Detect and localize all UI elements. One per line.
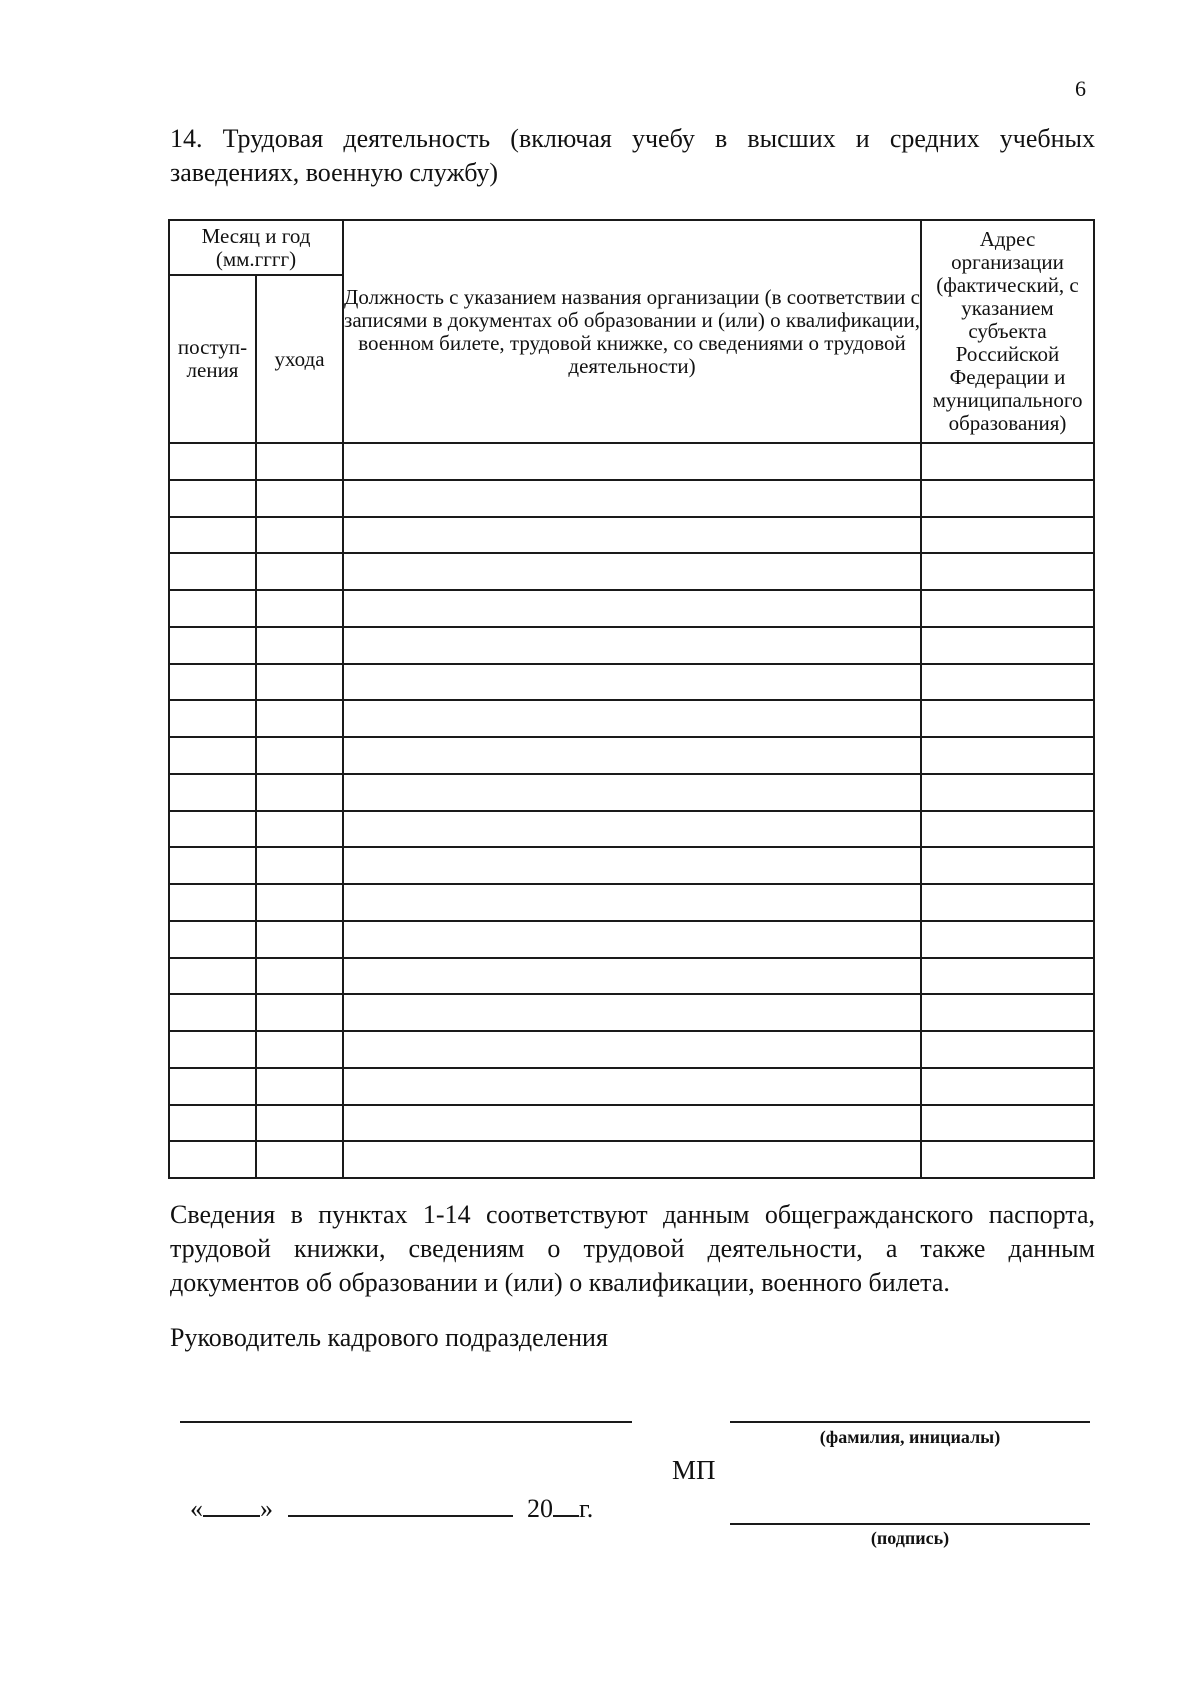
signature-caption: (подпись) [870, 1528, 950, 1548]
cell-address[interactable] [921, 737, 1094, 774]
cell-entry-date[interactable] [169, 1068, 256, 1105]
cell-entry-date[interactable] [169, 958, 256, 995]
cell-exit-date[interactable] [256, 443, 343, 480]
section-title: 14. Трудовая деятельность (включая учебу в высших и средних учебных заведениях, военную службу) [170, 124, 1095, 187]
cell-position[interactable] [343, 1031, 921, 1068]
table-body [169, 443, 1094, 1178]
table-row [169, 627, 1094, 664]
cell-entry-date[interactable] [169, 811, 256, 848]
table-row [169, 921, 1094, 958]
header-entry: поступ-ления [169, 275, 256, 443]
header-address: Адрес организации (фактический, с указанием субъекта Российской Федерации и муниципального образования) [921, 220, 1094, 443]
cell-exit-date[interactable] [256, 737, 343, 774]
cell-exit-date[interactable] [256, 921, 343, 958]
cell-address[interactable] [921, 1031, 1094, 1068]
cell-address[interactable] [921, 847, 1094, 884]
table-row [169, 737, 1094, 774]
verification-statement: Сведения в пунктах 1-14 соответствуют данным общегражданского паспорта, трудовой книжки, сведениям о трудовой деятельности, а также данным документов об образовании и (или) о квалификации, военного билета. [170, 1200, 1095, 1297]
table-row [169, 1141, 1094, 1178]
cell-address[interactable] [921, 590, 1094, 627]
cell-entry-date[interactable] [169, 1105, 256, 1142]
cell-address[interactable] [921, 553, 1094, 590]
year-field[interactable] [553, 1493, 579, 1517]
header-exit: ухода [256, 275, 343, 443]
stamp-label: МП [672, 1455, 716, 1485]
cell-entry-date[interactable] [169, 700, 256, 737]
cell-exit-date[interactable] [256, 1105, 343, 1142]
year-prefix: 20 [527, 1494, 553, 1523]
cell-position[interactable] [343, 700, 921, 737]
cell-entry-date[interactable] [169, 664, 256, 701]
table-row [169, 958, 1094, 995]
cell-exit-date[interactable] [256, 1031, 343, 1068]
cell-address[interactable] [921, 627, 1094, 664]
cell-address[interactable] [921, 480, 1094, 517]
cell-exit-date[interactable] [256, 811, 343, 848]
cell-entry-date[interactable] [169, 627, 256, 664]
cell-position[interactable] [343, 553, 921, 590]
cell-address[interactable] [921, 921, 1094, 958]
cell-entry-date[interactable] [169, 1141, 256, 1178]
year-suffix: г. [579, 1494, 594, 1523]
table-row [169, 480, 1094, 517]
cell-entry-date[interactable] [169, 517, 256, 554]
cell-position[interactable] [343, 737, 921, 774]
cell-exit-date[interactable] [256, 553, 343, 590]
cell-position[interactable] [343, 958, 921, 995]
cell-position[interactable] [343, 1068, 921, 1105]
table-row [169, 700, 1094, 737]
month-field[interactable] [288, 1493, 513, 1517]
cell-entry-date[interactable] [169, 590, 256, 627]
cell-exit-date[interactable] [256, 517, 343, 554]
page-number: 6 [1075, 76, 1086, 101]
cell-exit-date[interactable] [256, 1141, 343, 1178]
cell-position[interactable] [343, 847, 921, 884]
table-row [169, 553, 1094, 590]
cell-address[interactable] [921, 1141, 1094, 1178]
table-row [169, 443, 1094, 480]
table-row [169, 590, 1094, 627]
cell-entry-date[interactable] [169, 884, 256, 921]
cell-address[interactable] [921, 1068, 1094, 1105]
cell-position[interactable] [343, 590, 921, 627]
cell-entry-date[interactable] [169, 921, 256, 958]
cell-address[interactable] [921, 517, 1094, 554]
cell-entry-date[interactable] [169, 1031, 256, 1068]
cell-entry-date[interactable] [169, 480, 256, 517]
cell-exit-date[interactable] [256, 1068, 343, 1105]
cell-address[interactable] [921, 994, 1094, 1031]
cell-address[interactable] [921, 774, 1094, 811]
cell-entry-date[interactable] [169, 553, 256, 590]
day-field[interactable] [203, 1493, 260, 1517]
cell-address[interactable] [921, 1105, 1094, 1142]
table-row [169, 774, 1094, 811]
date-line [190, 1493, 593, 1524]
table-row [169, 884, 1094, 921]
table-row [169, 811, 1094, 848]
hr-head-title: Руководитель кадрового подразделения [170, 1323, 608, 1352]
cell-address[interactable] [921, 958, 1094, 995]
table-row [169, 1105, 1094, 1142]
cell-position[interactable] [343, 921, 921, 958]
cell-exit-date[interactable] [256, 480, 343, 517]
table-row [169, 517, 1094, 554]
cell-address[interactable] [921, 443, 1094, 480]
cell-address[interactable] [921, 811, 1094, 848]
cell-exit-date[interactable] [256, 700, 343, 737]
cell-exit-date[interactable] [256, 994, 343, 1031]
cell-address[interactable] [921, 664, 1094, 701]
table-row [169, 664, 1094, 701]
cell-position[interactable] [343, 664, 921, 701]
table-row [169, 1031, 1094, 1068]
cell-address[interactable] [921, 700, 1094, 737]
cell-exit-date[interactable] [256, 774, 343, 811]
cell-position[interactable] [343, 774, 921, 811]
name-caption: (фамилия, инициалы) [819, 1427, 1001, 1447]
cell-entry-date[interactable] [169, 774, 256, 811]
header-month-year: Месяц и год (мм.гггг) [169, 220, 343, 275]
cell-position[interactable] [343, 1105, 921, 1142]
cell-position[interactable] [343, 443, 921, 480]
cell-entry-date[interactable] [169, 737, 256, 774]
cell-position[interactable] [343, 517, 921, 554]
cell-exit-date[interactable] [256, 590, 343, 627]
header-position: Должность с указанием названия организации (в соответствии с записями в документах об образовании и (или) о квалификации, военном билете, трудовой книжке, со сведениями о трудовой деятельности) [343, 220, 921, 443]
signature-line[interactable] [730, 1523, 1090, 1525]
cell-position[interactable] [343, 994, 921, 1031]
cell-exit-date[interactable] [256, 627, 343, 664]
cell-exit-date[interactable] [256, 884, 343, 921]
hr-head-signature-line[interactable] [180, 1421, 632, 1423]
table-row [169, 994, 1094, 1031]
cell-entry-date[interactable] [169, 443, 256, 480]
date-close-quote: » [260, 1494, 273, 1523]
cell-exit-date[interactable] [256, 958, 343, 995]
table-row [169, 1068, 1094, 1105]
date-open-quote: « [190, 1494, 203, 1523]
name-line[interactable] [730, 1421, 1090, 1423]
cell-exit-date[interactable] [256, 847, 343, 884]
cell-entry-date[interactable] [169, 847, 256, 884]
cell-position[interactable] [343, 480, 921, 517]
cell-entry-date[interactable] [169, 994, 256, 1031]
cell-address[interactable] [921, 884, 1094, 921]
cell-position[interactable] [343, 627, 921, 664]
cell-position[interactable] [343, 884, 921, 921]
table-row [169, 847, 1094, 884]
cell-position[interactable] [343, 1141, 921, 1178]
work-history-table [168, 219, 1095, 1179]
cell-position[interactable] [343, 811, 921, 848]
cell-exit-date[interactable] [256, 664, 343, 701]
